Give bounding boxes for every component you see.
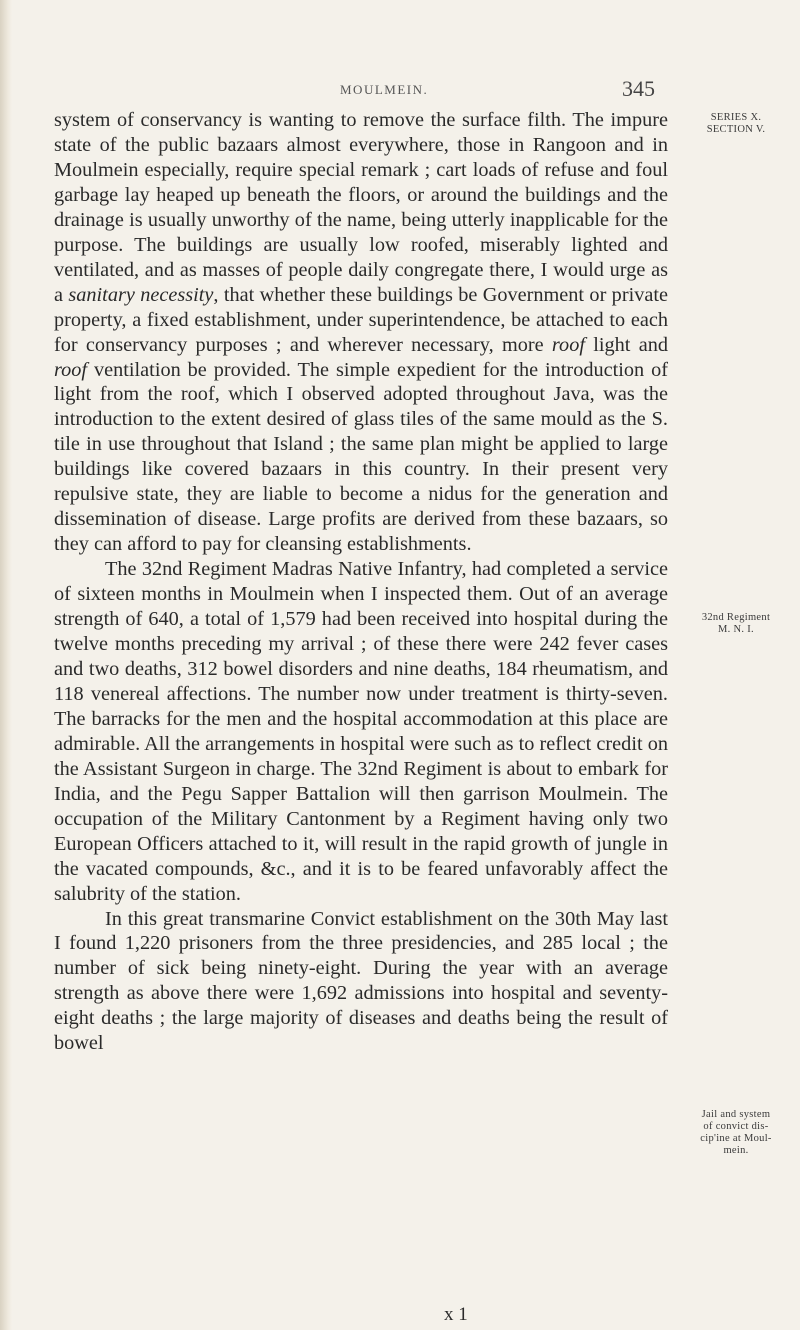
- emphasis-roof: roof: [54, 358, 88, 381]
- margin-note-series: SERIES X. SECTION V.: [706, 112, 766, 135]
- emphasis-roof: roof: [551, 333, 585, 356]
- running-title: MOULMEIN.: [340, 82, 429, 97]
- page-number: 345: [622, 76, 655, 101]
- body-text: [54, 108, 668, 1056]
- paragraph-conservancy: system of conservancy is wanting to remove the surface filth. The impure state of the public bazaars almost everywhere, those in Rangoon and in Moulmein especially, require special remark ; cart loads of refuse and foul garbage lay heaped up beneath the floors, or around the buildings and the drainage is usually unworthy of the name, being utterly inapplicable for the purpose. The buildings are usually low roofed, miserably lighted and ventilated, and as masses of people daily congregate there, I would urge as a sanitary necessity, that whether these buildings be Government or private property, a fixed establishment, under superintendence, be attached to each for conservancy purposes ; and wherever necessary, more roof light and roof ventilation be provided. The simple expedient for the introduction of light from the roof, which I observed adopted throughout Java, was the introduction to the extent desired of glass tiles of the same mould as the S. tile in use throughout that Island ; the same plan might be applied to large buildings like covered bazaars in this country. In their present very repulsive state, they are liable to become a nidus for the generation and dissemination of disease. Large profits are derived from these bazaars, so they can afford to pay for cleansing establishments.: [54, 109, 669, 556]
- paragraph-convict-establishment: In this great transmarine Convict establishment on the 30th May last I found 1,220 prisoners from the three presidencies, and 285 local ; the number of sick being ninety-eight. During the year with an average strength as above there were 1,692 admissions into hospital and seventy-eight deaths ; the large majority of diseases and deaths being the result of bowel: [54, 907, 668, 1055]
- paragraph-regiment: The 32nd Regiment Madras Native Infantry, had completed a service of sixteen months in Moulmein when I inspected them. Out of an average strength of 640, a total of 1,579 had been received into hospital during the twelve months preceding my arrival ; of these there were 242 fever cases and two deaths, 312 bowel disorders and nine deaths, 184 rheumatism, and 118 venereal affections. The number now under treatment is thirty-seven. The barracks for the men and the hospital accommodation at this place are admirable. All the arrangements in hospital were such as to reflect credit on the Assistant Surgeon in charge. The 32nd Regiment is about to embark for India, and the Pegu Sapper Battalion will then garrison Moulmein. The occupation of the Military Cantonment by a Regiment having only two European Officers attached to it, will result in the rapid growth of jungle in the vacated compounds, &c., and it is to be feared unfavorably affect the salubrity of the station.: [54, 558, 668, 905]
- margin-note-jail: Jail and system of convict dis- cip'ine at Moul- mein.: [700, 1109, 772, 1156]
- emphasis-sanitary-necessity: sanitary necessity: [68, 283, 214, 306]
- margin-note-regiment: 32nd Regiment M. N. I.: [701, 612, 771, 635]
- page-spine-shadow: [0, 0, 12, 1330]
- running-head: [0, 76, 800, 102]
- signature-mark: x 1: [444, 1304, 468, 1325]
